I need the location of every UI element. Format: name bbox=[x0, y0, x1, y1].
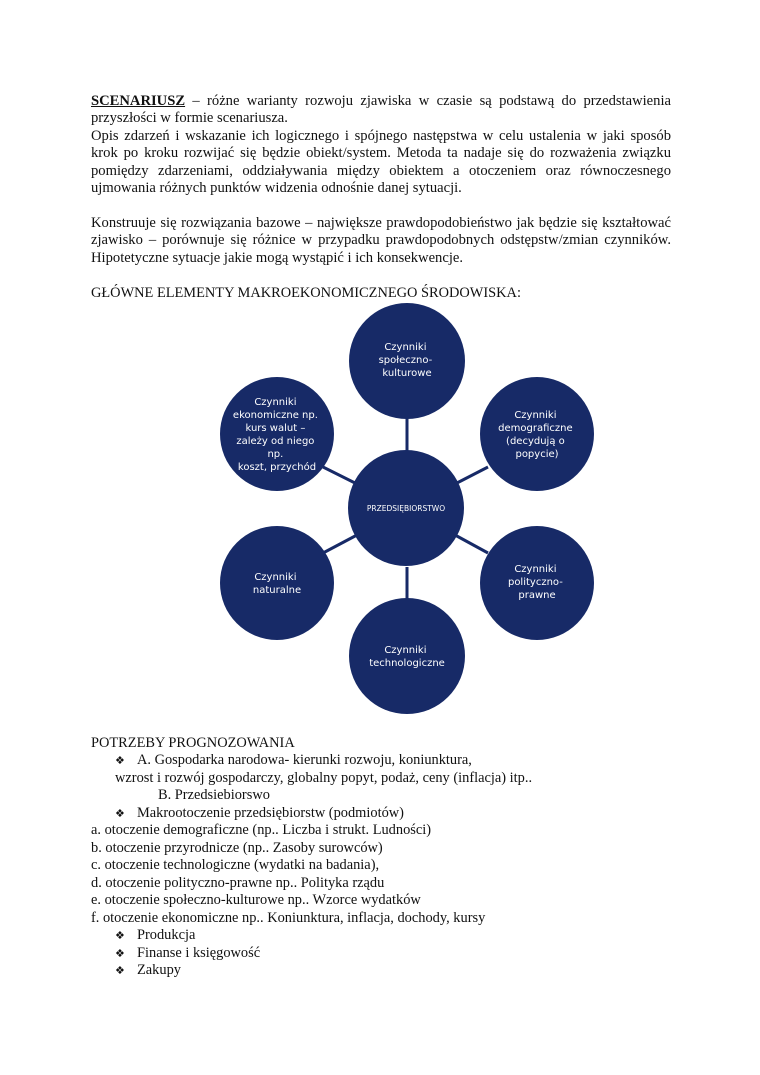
diamond-bullet-icon: ❖ bbox=[115, 754, 125, 767]
connector-economic bbox=[323, 467, 357, 484]
node-economic-label-line: kurs walut – bbox=[245, 423, 306, 434]
node-demographic-circle bbox=[480, 377, 594, 491]
node-demographic-label-line: demograficzne bbox=[498, 423, 573, 434]
scenario-paragraph-2: Konstruuje się rozwiązania bazowe – największe prawdopodobieństwo jak będzie się kształtować zjawisko – porównuje się różnice w przypadku prawdopodobnych odstępstw/zmian czynników. Hipotetyczne sytuacje jakie mogą wystąpić i ich konsekwencje. bbox=[91, 215, 671, 266]
node-economic-label-line: np. bbox=[267, 449, 284, 460]
node-natural-circle bbox=[220, 526, 334, 640]
environment-item: f. otoczenie ekonomiczne np.. Koniunktura, inflacja, dochody, kursy bbox=[91, 909, 486, 926]
diamond-bullet-icon: ❖ bbox=[115, 929, 125, 942]
node-demographic bbox=[480, 377, 594, 491]
environment-item: a. otoczenie demograficzne (np.. Liczba i strukt. Ludności) bbox=[91, 822, 432, 838]
diamond-bullet-icon: ❖ bbox=[115, 946, 125, 960]
needs-item-national-economy bbox=[115, 752, 472, 770]
node-technological-label-line: Czynniki bbox=[384, 645, 427, 656]
node-natural bbox=[220, 526, 334, 640]
connector-natural bbox=[323, 535, 357, 553]
node-technological-circle bbox=[349, 598, 465, 714]
node-political-label-line: prawne bbox=[518, 590, 556, 601]
connector-demographic bbox=[455, 467, 488, 484]
node-demographic-label-line: Czynniki bbox=[514, 410, 557, 421]
environment-item: e. otoczenie społeczno-kulturowe np.. Wzorce wydatków bbox=[91, 892, 421, 908]
diamond-bullet-icon: ❖ bbox=[115, 806, 125, 820]
center-label: PRZEDSIĘBIORSTWO bbox=[366, 504, 446, 513]
node-social bbox=[349, 303, 465, 419]
node-technological-label-line: technologiczne bbox=[369, 658, 445, 669]
node-social-label-line: społeczno- bbox=[378, 355, 433, 366]
department-label: Zakupy bbox=[137, 962, 181, 978]
environment-item: c. otoczenie technologiczne (wydatki na badania), bbox=[91, 857, 380, 873]
node-natural-label-line: naturalne bbox=[252, 585, 302, 596]
node-economic bbox=[220, 377, 334, 491]
node-economic-circle bbox=[220, 377, 334, 491]
node-technological bbox=[349, 598, 465, 714]
svg-text:Czynniki społeczno- bbox=[379, 342, 436, 379]
needs-item-macro-environment bbox=[115, 805, 404, 823]
node-economic-label-line: Czynniki bbox=[254, 397, 297, 408]
department-item-finance bbox=[115, 945, 260, 963]
node-political-label-line: polityczno- bbox=[507, 577, 563, 588]
department-label: Produkcja bbox=[137, 927, 196, 943]
scenario-definition-text: – różne warianty rozwoju zjawiska w czasie są podstawą do przedstawienia przyszłości w formie scenariusza. bbox=[91, 93, 671, 127]
forecasting-needs-heading: POTRZEBY PROGNOZOWANIA bbox=[91, 735, 295, 751]
node-economic-label-line: zależy od niego bbox=[236, 436, 315, 447]
node-political bbox=[480, 526, 594, 640]
scenario-definition bbox=[91, 93, 671, 128]
department-label: Finanse i księgowość bbox=[137, 944, 261, 961]
node-social-label-line: Czynniki bbox=[384, 342, 427, 353]
node-demographic-label-line: (decydują o bbox=[506, 436, 565, 447]
department-item-production bbox=[115, 927, 195, 945]
needs-item-label: Makrootoczenie przedsiębiorstw (podmiotów) bbox=[137, 804, 404, 821]
node-social-label-line: kulturowe bbox=[382, 368, 432, 379]
environment-item: b. otoczenie przyrodnicze (np.. Zasoby surowców) bbox=[91, 839, 383, 856]
connector-political bbox=[455, 535, 488, 553]
scenario-term: SCENARIUSZ bbox=[91, 93, 186, 109]
department-item-purchasing bbox=[115, 962, 181, 980]
node-economic-label-line: koszt, przychód bbox=[237, 462, 317, 473]
macro-environment-diagram bbox=[0, 300, 760, 730]
scenario-paragraph-1: Opis zdarzeń i wskazanie ich logicznego i spójnego następstwa w celu ustalenia w jaki sposób krok po kroku rozwijać się będzie obiekt/system. Metoda ta nadaje się do rozważenia związku pomiędzy zdarzeniami, oddziaływania między obiektem a otoczeniem oraz równoczesnego ujmowania różnych punktów widzenia odnośnie danej sytuacji. bbox=[91, 128, 671, 197]
diamond-bullet-icon: ❖ bbox=[115, 964, 125, 977]
macro-environment-heading: GŁÓWNE ELEMENTY MAKROEKONOMICZNEGO ŚRODOWISKA: bbox=[91, 285, 521, 301]
environment-item: d. otoczenie polityczno-prawne np.. Polityka rządu bbox=[91, 874, 385, 891]
node-demographic-label-line: popycie) bbox=[515, 449, 559, 460]
node-natural-label-line: Czynniki bbox=[254, 572, 297, 583]
node-political-label-line: Czynniki bbox=[514, 564, 557, 575]
needs-item-national-economy-continued: wzrost i rozwój gospodarczy, globalny popyt, podaż, ceny (inflacja) itp.. bbox=[115, 769, 533, 786]
needs-item-label: A. Gospodarka narodowa- kierunki rozwoju, koniunktura, bbox=[137, 752, 472, 768]
node-economic-label-line: ekonomiczne np. bbox=[232, 410, 318, 421]
needs-item-enterprise: B. Przedsiebiorswo bbox=[158, 787, 270, 803]
